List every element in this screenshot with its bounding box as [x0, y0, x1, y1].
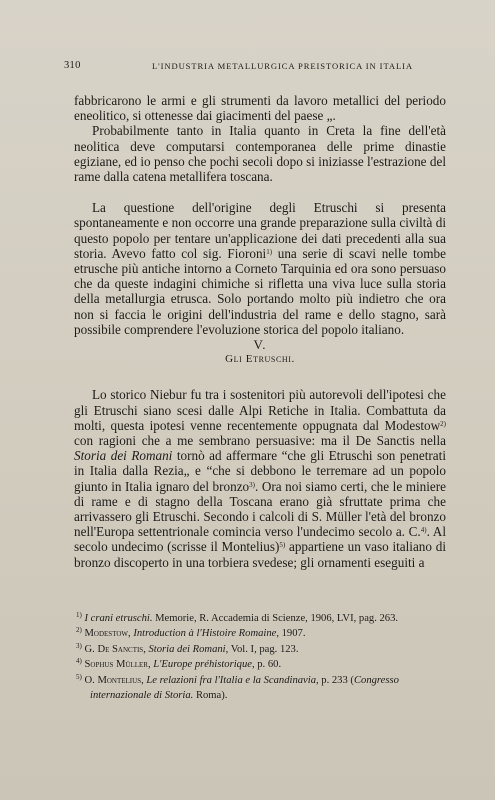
text-run: . Al secolo undecimo (scrisse il Montelius) [74, 524, 446, 555]
footnote-ref: 4) [420, 526, 427, 535]
footnote-text: 1907. [278, 628, 306, 640]
text-run: Lo storico Niebur fu tra i sostenitori più autorevoli dell'ipotesi che gli Etruschi siano scesi dalle Alpi Retiche in Italia. Combattuta da molti, questa ipotesi venne recentemente oppugnata dal Modestow [74, 387, 446, 433]
text-run: . Ora noi siamo certi, che le miniere di rame e di stagno della Toscana erano già sfruttate prima che arrivassero gli Etruschi. Secondo i calcoli di S. Müller l'età del bronzo nell'Europa settentrionale comincia verso l'undecimo secolo a. C. [74, 478, 446, 540]
section-number: V. [253, 337, 267, 353]
footnote-ref: 3) [249, 480, 255, 489]
footnote [74, 657, 454, 672]
footnote-text: Vol. I, pag. 123. [228, 643, 299, 655]
footnote-text: Memorie, R. Accademia di Scienze, 1906, LVI, pag. 263. [152, 613, 399, 624]
footnote-title: I crani etruschi. [84, 613, 153, 624]
footnote-text: Roma). [193, 690, 228, 702]
paragraph [74, 200, 446, 337]
body-text [74, 93, 446, 570]
footnote-author: Montelius, [97, 674, 144, 686]
footnote-mark: 2) [76, 626, 82, 635]
paragraph: fabbricarono le armi e gli strumenti da lavoro metallici del periodo eneolitico, si ottenesse dai giacimenti del paese „. [74, 93, 446, 124]
text-run: con ragioni che a me sembrano persuasive: ma il De Sanctis nella [74, 433, 446, 449]
footnote [74, 626, 454, 641]
paragraph [74, 387, 446, 569]
text-run: tornò ad affermare “che gli Etruschi son penetrati in Italia dalla Rezia„ e “che si debbono le terremare ad un popolo giunto in Italia ignaro del bronzo [74, 448, 446, 494]
page-number: 310 [64, 60, 81, 71]
footnote-mark: 3) [76, 641, 82, 650]
running-title: L'INDUSTRIA METALLURGICA PREISTORICA IN ITALIA [152, 61, 414, 71]
footnote-title: Introduction à l'Histoire Romaine, [130, 628, 279, 640]
paragraph: Probabilmente tanto in Italia quanto in Creta la fine dell'età neolitica deve computarsi contemporanea delle prime dinastie egiziane, ed io penso che pochi secoli dopo si iniziasse l'estrazione del rame dalla catena metallifera toscana. [74, 123, 446, 185]
footnote-author: Sophus Müller, [84, 659, 151, 671]
footnote-text: G. [84, 643, 98, 655]
footnote-author: Modestow, [84, 628, 131, 640]
footnote [74, 673, 454, 704]
footnote-title: Congresso internazionale di Storia. [90, 674, 399, 702]
book-title: Storia dei Romani [74, 448, 173, 464]
footnote [74, 642, 454, 657]
footnote-text: p. 60. [254, 659, 282, 671]
footnote-title: Storia dei Romani, [145, 643, 229, 655]
footnote-mark: 1) [76, 611, 82, 619]
text-run: La questione dell'origine degli Etruschi si presenta spontaneamente e non occorre una grande preparazione sulla civiltà di questo popolo per tentare un'applicazione dei dati precedenti alla sua storia. Avevo fatto col sig. Fioroni [74, 200, 446, 261]
text-run: appartiene un vaso italiano di bronzo discoperto in una torbiera svedese; gli ornamenti eseguiti a [74, 539, 446, 570]
footnote-text: O. [84, 674, 98, 686]
footnotes [74, 611, 454, 703]
footnote-text: p. 233 ( [318, 674, 354, 686]
footnote-title: L'Europe préhistorique, [150, 659, 255, 671]
footnote [74, 611, 454, 626]
text-run: una serie di scavi nelle tombe etrusche più antiche intorno a Corneto Tarquinia ed ora sono persuaso che da queste indagini chimiche si rifletta una viva luce sulla storia della metallurgia etrusca. Solo portando molto più indietro che ora non si faccia le origini dell'industria del rame e dello stagno, sarà possibile comprendere l'evoluzione storica del popolo italiano. [74, 245, 446, 337]
footnote-ref: 2) [440, 419, 446, 428]
footnote-mark: 5) [76, 672, 82, 681]
footnote-ref: 1) [266, 247, 273, 256]
section-title: Gli Etruschi. [225, 353, 295, 366]
footnote-mark: 4) [76, 657, 82, 666]
footnote-ref: 5) [279, 541, 286, 550]
footnote-title: Le relazioni fra l'Italia e la Scandinavia, [143, 674, 319, 686]
footnote-author: De Sanctis, [97, 643, 146, 655]
